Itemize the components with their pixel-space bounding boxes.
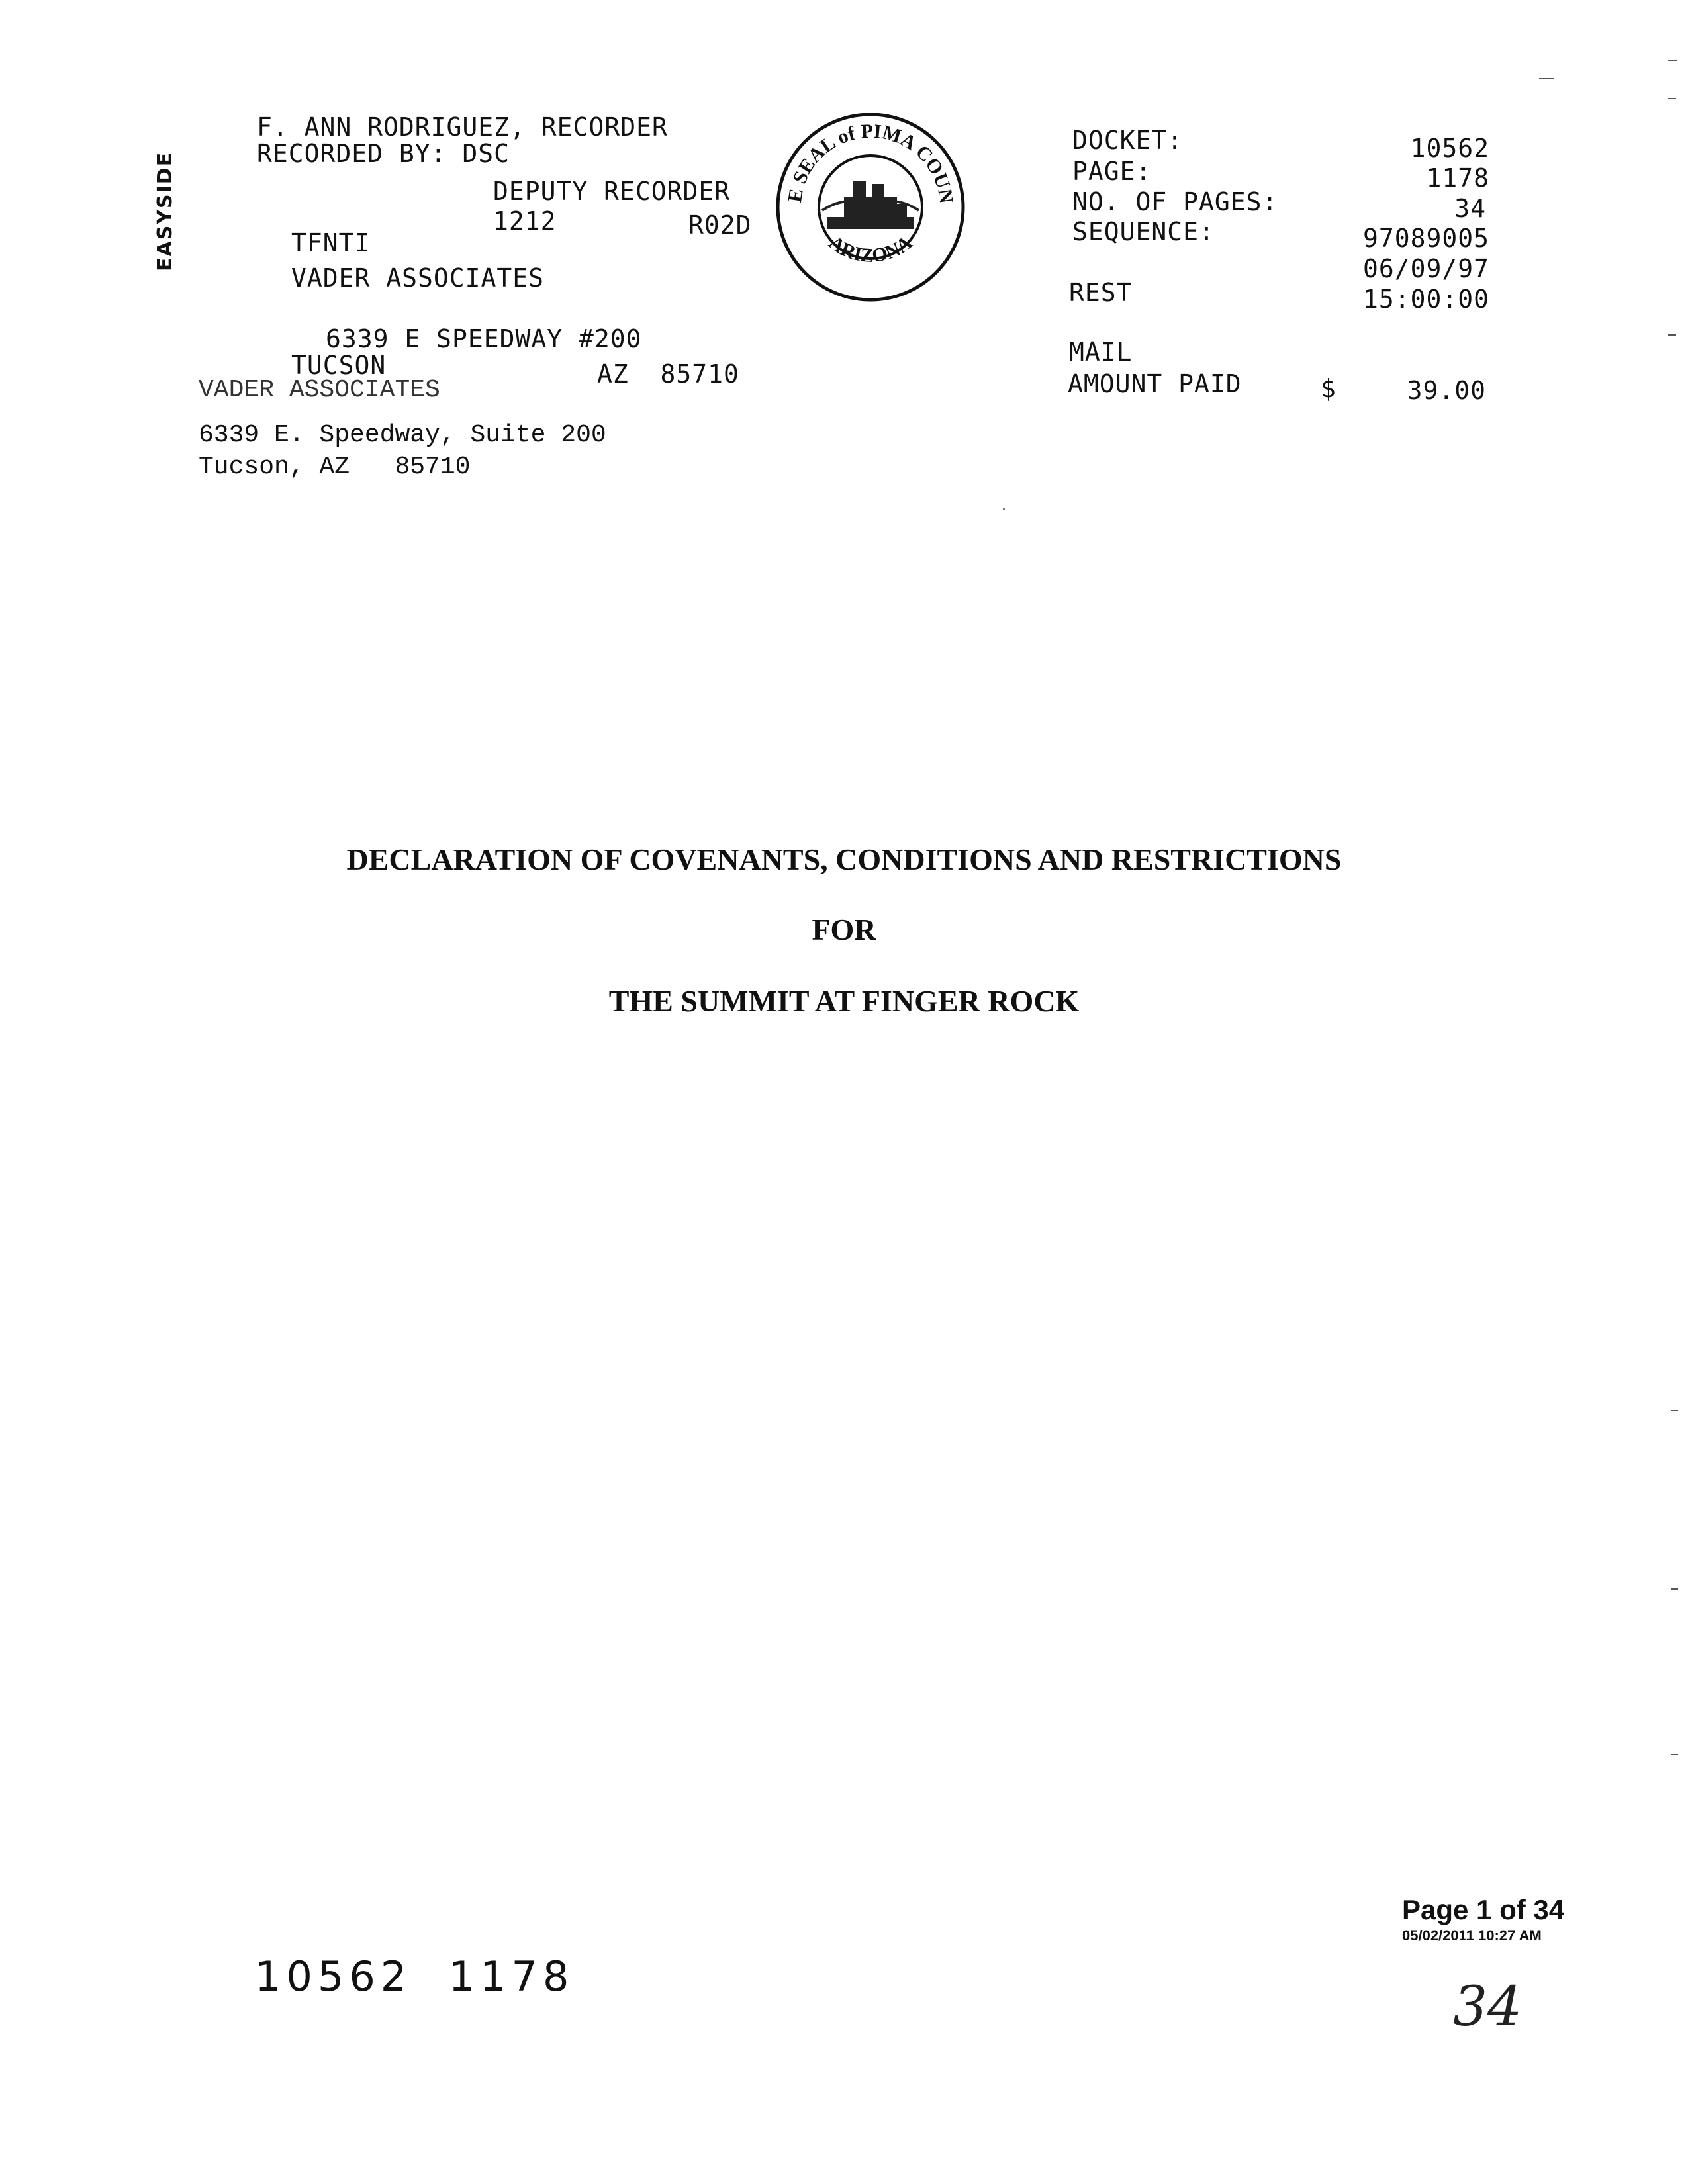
county-seal	[774, 111, 966, 303]
amount-paid-label: AMOUNT PAID	[1068, 369, 1242, 398]
document-subtitle: THE SUMMIT AT FINGER ROCK	[608, 984, 1080, 1018]
return-address-line-2: 6339 E. Speedway, Suite 200	[199, 421, 606, 449]
svg-text:THE SEAL of PIMA COUNTY	[774, 111, 957, 205]
margin-tick	[1671, 1588, 1678, 1590]
deputy-recorder: DEPUTY RECORDER	[493, 177, 731, 206]
seal-graphic	[774, 111, 966, 303]
sequence-label: SEQUENCE:	[1072, 217, 1215, 246]
seal-bottom-text: ARIZONA	[824, 231, 917, 267]
recorder-company: VADER ASSOCIATES	[291, 263, 545, 293]
return-address-line-1: VADER ASSOCIATES	[199, 376, 440, 404]
handwritten-page-count: 34	[1453, 1976, 1523, 2038]
docket-value: 10562	[1410, 134, 1489, 163]
recorder-address: 6339 E SPEEDWAY #200	[326, 324, 642, 353]
mail-label: MAIL	[1069, 338, 1133, 367]
margin-tick	[1668, 60, 1677, 61]
sequence-value: 97089005	[1362, 224, 1489, 253]
seal-top-text: E SEAL of PIMA COUN	[784, 120, 958, 205]
margin-tick	[1671, 1410, 1678, 1411]
footer-docket-page: 10562 1178	[255, 1952, 575, 2001]
record-date: 06/09/97	[1362, 254, 1489, 283]
scan-speck	[1003, 508, 1005, 510]
margin-tick	[1539, 78, 1554, 79]
svg-text:ARIZONA	[825, 232, 916, 267]
amount-currency: $	[1321, 374, 1336, 403]
docket-label: DOCKET:	[1072, 126, 1184, 155]
recorder-city: TUCSON	[291, 351, 387, 380]
margin-tick	[1668, 334, 1676, 336]
recorder-tfnti: TFNTI	[291, 228, 371, 257]
recorder-name: F. ANN RODRIGUEZ, RECORDER	[257, 113, 668, 142]
recorder-code-2: R02D	[688, 210, 752, 240]
recorded-by: RECORDED BY: DSC	[257, 139, 510, 168]
document-title: DECLARATION OF COVENANTS, CONDITIONS AND RESTRICTIONS	[346, 842, 1342, 876]
page-value: 1178	[1426, 163, 1489, 193]
document-title-for: FOR	[812, 913, 876, 946]
margin-tick	[1671, 1754, 1678, 1755]
recorder-state-zip: AZ 85710	[597, 359, 739, 388]
amount-paid-value: 39.00	[1407, 376, 1486, 405]
pages-value: 34	[1454, 194, 1486, 223]
pages-label: NO. OF PAGES:	[1072, 187, 1278, 216]
side-stamp: EASYSIDE	[154, 151, 177, 271]
rest-label: REST	[1069, 278, 1133, 307]
page-label: PAGE:	[1072, 157, 1152, 186]
margin-tick	[1668, 98, 1676, 99]
recorder-code-1: 1212	[493, 206, 557, 236]
return-address-line-3: Tucson, AZ 85710	[199, 453, 471, 481]
record-time: 15:00:00	[1362, 285, 1489, 314]
print-timestamp: 05/02/2011 10:27 AM	[1402, 1927, 1542, 1944]
page-of-indicator: Page 1 of 34	[1402, 1894, 1565, 1925]
